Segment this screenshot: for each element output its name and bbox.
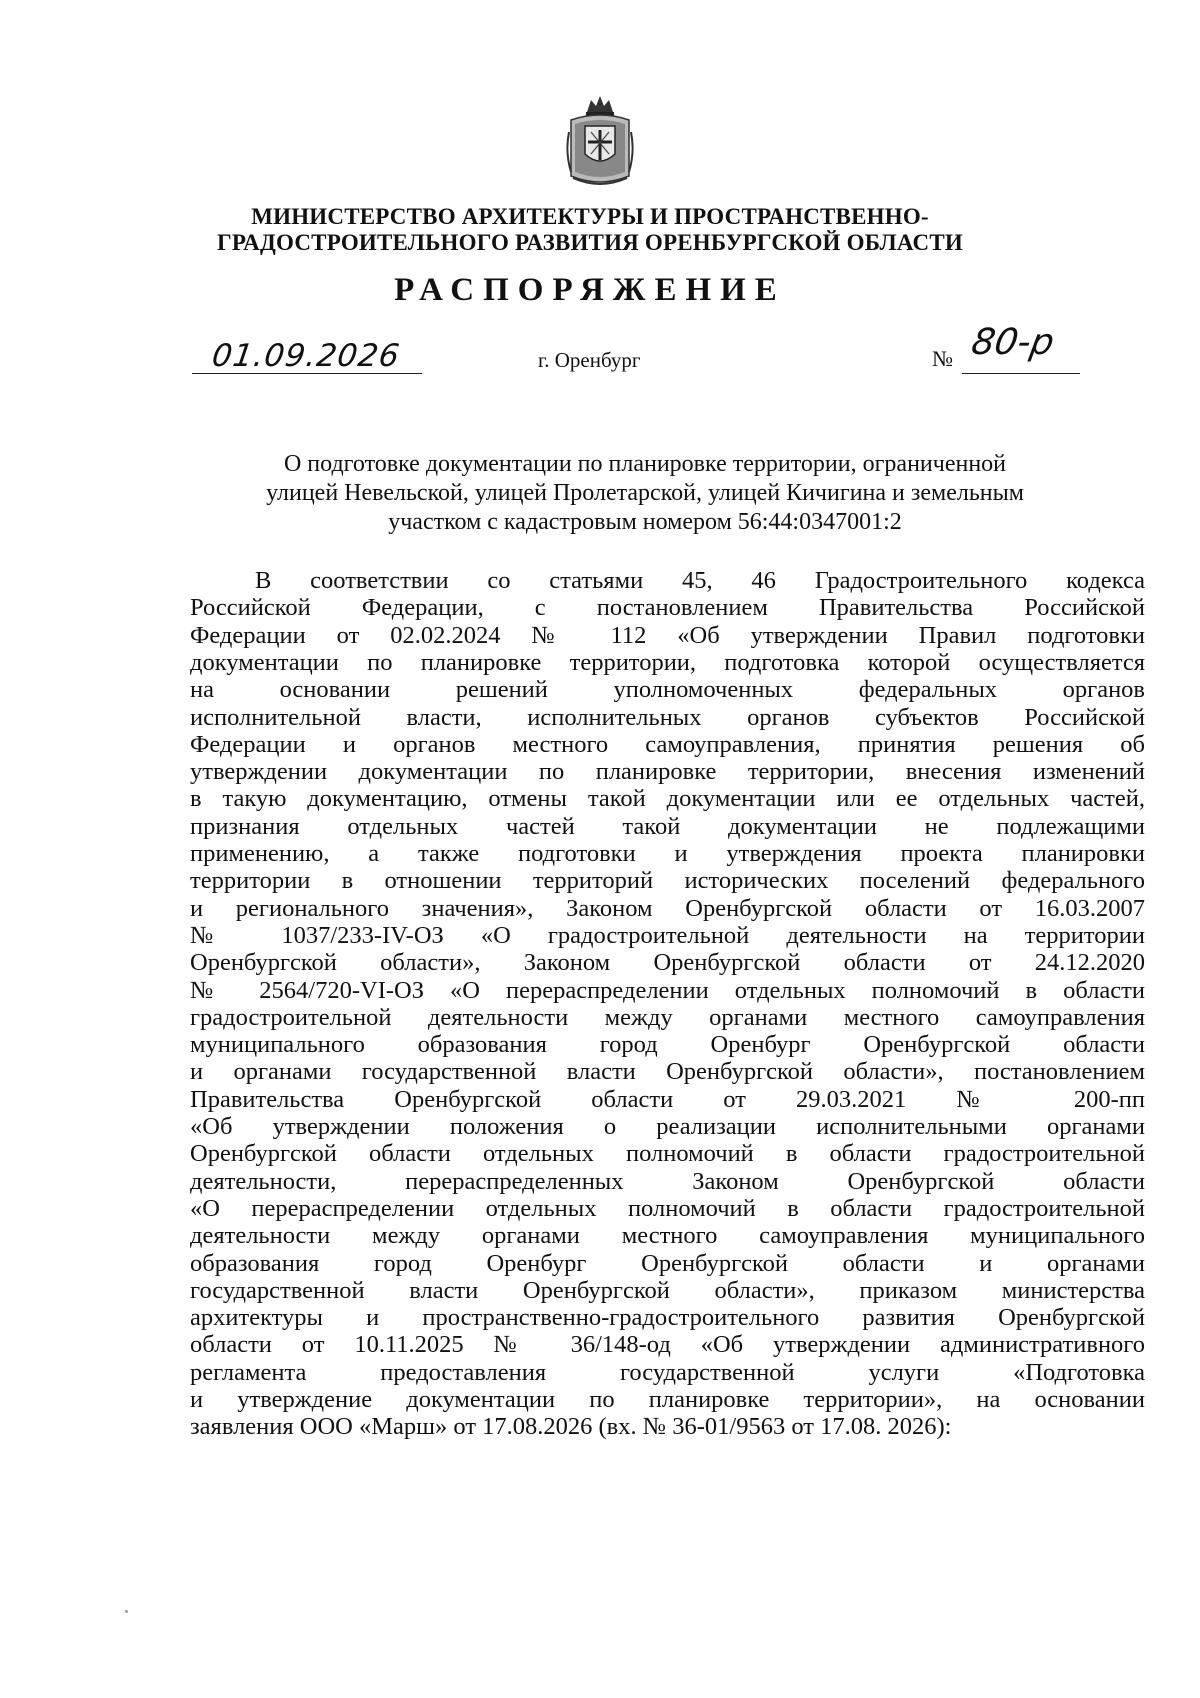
document-number: 80-р	[968, 322, 1058, 363]
body-text-line: документации по планировке территории, подготовка которой осуществляется	[190, 648, 1145, 676]
body-text-line: В соответствии со статьями 45, 46 Градостроительного кодекса	[255, 567, 1145, 594]
body-text-line: архитектуры и пространственно-градостроительного развития Оренбургской	[190, 1304, 1145, 1332]
body-text-line: исполнительной власти, исполнительных органов субъектов Российской	[190, 703, 1145, 731]
body-text-line: и органами государственной власти Оренбургской области», постановлением	[190, 1058, 1145, 1086]
scan-speck	[125, 1610, 128, 1613]
body-text-line: Оренбургской области отдельных полномочий в области градостроительной	[190, 1140, 1145, 1168]
body-text-line: регламента предоставления государственной услуги «Подготовка	[190, 1358, 1145, 1386]
body-text-line: Российской Федерации, с постановлением Правительства Российской	[190, 594, 1145, 622]
body-text-line: на основании решений уполномоченных федеральных органов	[190, 676, 1145, 704]
body-text-line: деятельности, перераспределенных Законом Оренбургской области	[190, 1167, 1145, 1195]
ministry-name-line-2: ГРАДОСТРОИТЕЛЬНОГО РАЗВИТИЯ ОРЕНБУРГСКОЙ ОБЛАСТИ	[217, 230, 963, 255]
subject-line: О подготовке документации по планировке территории, ограниченной	[283, 451, 1007, 477]
body-text-line: утверждении документации по планировке территории, внесения изменений	[190, 758, 1145, 786]
document-city: г. Оренбург	[538, 348, 641, 372]
body-text-line: муниципального образования город Оренбург Оренбургской области	[190, 1031, 1145, 1059]
body-text-line: Оренбургской области», Законом Оренбургской области от 24.12.2020	[190, 949, 1145, 977]
body-text-line: Правительства Оренбургской области от 29.03.2021 № 200-пп	[190, 1085, 1145, 1113]
document-type-title: РАСПОРЯЖЕНИЕ	[394, 272, 786, 308]
body-text-line: применению, а также подготовки и утверждения проекта планировки	[190, 840, 1145, 867]
body-text-line: Федерации от 02.02.2024 № 112 «Об утверждении Правил подготовки	[190, 621, 1145, 649]
body-text-line: № 1037/233-IV-ОЗ «О градостроительной деятельности на территории	[190, 921, 1145, 949]
number-sign: №	[932, 346, 953, 371]
body-text-line: и регионального значения», Законом Оренбургской области от 16.03.2007	[190, 894, 1145, 922]
body-text-line: Федерации и органов местного самоуправления, принятия решения об	[190, 730, 1145, 758]
body-text-line: «О перераспределении отдельных полномочий в области градостроительной	[190, 1194, 1145, 1222]
body-text-line: градостроительной деятельности между органами местного самоуправления	[190, 1003, 1145, 1031]
orenburg-coat-of-arms-icon	[565, 92, 635, 190]
document-date: 01.09.2026	[209, 338, 403, 374]
subject-line: участком с кадастровым номером 56:44:0347001:2	[388, 509, 902, 535]
body-text-line: области от 10.11.2025 № 36/148-од «Об утверждении административного	[190, 1331, 1145, 1359]
date-underline	[192, 373, 422, 374]
body-text-line: и утверждение документации по планировке территории», на основании	[190, 1386, 1145, 1413]
body-text-line: в такую документацию, отмены такой документации или ее отдельных частей,	[190, 785, 1145, 813]
body-text-line: образования город Оренбург Оренбургской области и органами	[190, 1249, 1145, 1277]
body-text-line: признания отдельных частей такой документации не подлежащими	[190, 812, 1145, 840]
ministry-name-line-1: МИНИСТЕРСТВО АРХИТЕКТУРЫ И ПРОСТРАНСТВЕННО-	[251, 204, 929, 229]
number-underline	[962, 373, 1080, 374]
subject-line: улицей Невельской, улицей Пролетарской, улицей Кичигина и земельным	[266, 480, 1024, 506]
body-text-line: № 2564/720-VI-ОЗ «О перераспределении отдельных полномочий в области	[190, 976, 1145, 1004]
body-text-line: государственной власти Оренбургской области», приказом министерства	[190, 1276, 1145, 1304]
body-text-line: деятельности между органами местного самоуправления муниципального	[190, 1222, 1145, 1250]
body-text-line: заявления ООО «Марш» от 17.08.2026 (вх. № 36-01/9563 от 17.08. 2026):	[190, 1413, 952, 1441]
body-text-line: «Об утверждении положения о реализации исполнительными органами	[190, 1113, 1145, 1140]
body-text-line: территории в отношении территорий исторических поселений федерального	[190, 867, 1145, 895]
